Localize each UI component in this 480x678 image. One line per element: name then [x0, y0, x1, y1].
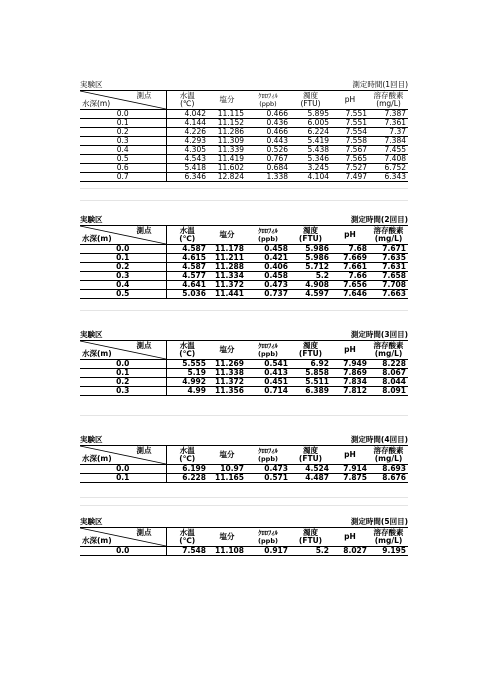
value-cell: 0.443 — [246, 137, 290, 146]
depth-cell: 0.4 — [80, 146, 166, 155]
point-header: 測点 — [136, 341, 152, 350]
do-header: 溶存酸素 (mg/L) — [369, 341, 408, 360]
value-cell: 8.067 — [369, 369, 408, 378]
value-cell: 4.99 — [166, 387, 208, 396]
value-cell: 5.346 — [290, 155, 331, 164]
value-cell: 0.714 — [246, 387, 290, 396]
value-cell: 6.346 — [166, 173, 208, 182]
gridline — [80, 200, 408, 201]
depth-cell: 0.7 — [80, 173, 166, 182]
value-cell: 8.091 — [369, 387, 408, 396]
gridline — [80, 505, 408, 506]
area-label: 実験区 — [80, 330, 103, 339]
value-cell: 11.356 — [208, 387, 246, 396]
value-cell: 7.669 — [331, 254, 369, 263]
measurement-time: 測定時間(5回目) — [350, 517, 408, 526]
value-cell: 7.812 — [331, 387, 369, 396]
value-cell: 4.587 — [166, 245, 208, 254]
header-row — [80, 91, 408, 110]
salinity-header: 塩分 — [208, 341, 246, 360]
value-cell: 7.408 — [369, 155, 408, 164]
value-cell: 0.413 — [246, 369, 290, 378]
value-cell: 11.152 — [208, 119, 246, 128]
value-cell: 0.466 — [246, 110, 290, 119]
value-cell: 5.712 — [290, 263, 331, 272]
gridline — [80, 497, 408, 498]
value-cell: 5.19 — [166, 369, 208, 378]
value-cell: 5.858 — [290, 369, 331, 378]
value-cell: 7.663 — [369, 290, 408, 299]
depth-cell: 0.3 — [80, 137, 166, 146]
value-cell: 6.005 — [290, 119, 331, 128]
value-cell: 7.949 — [331, 360, 369, 369]
value-cell: 11.286 — [208, 128, 246, 137]
value-cell: 7.565 — [331, 155, 369, 164]
value-cell: 0.436 — [246, 119, 290, 128]
value-cell: 11.108 — [208, 547, 246, 556]
area-label: 実験区 — [80, 517, 103, 526]
value-cell: 7.708 — [369, 281, 408, 290]
value-cell: 4.992 — [166, 378, 208, 387]
value-cell: 7.68 — [331, 245, 369, 254]
table-header-line — [80, 517, 408, 527]
turbidity-header: 濁度 (FTU) — [290, 341, 331, 360]
corner-header — [80, 226, 166, 245]
header-row — [80, 226, 408, 245]
depth-cell: 0.0 — [80, 360, 166, 369]
point-header: 測点 — [136, 91, 152, 100]
data-table — [80, 445, 408, 483]
value-cell: 4.641 — [166, 281, 208, 290]
do-header: 溶存酸素 (mg/L) — [369, 446, 408, 465]
value-cell: 4.908 — [290, 281, 331, 290]
value-cell: 7.551 — [331, 119, 369, 128]
value-cell: 11.602 — [208, 164, 246, 173]
value-cell: 11.165 — [208, 474, 246, 483]
value-cell: 11.309 — [208, 137, 246, 146]
measurement-time: 測定時間(2回目) — [350, 215, 408, 224]
value-cell: 4.226 — [166, 128, 208, 137]
do-header: 溶存酸素 (mg/L) — [369, 226, 408, 245]
value-cell: 7.671 — [369, 245, 408, 254]
value-cell: 7.497 — [331, 173, 369, 182]
value-cell: 7.869 — [331, 369, 369, 378]
corner-header — [80, 341, 166, 360]
ph-header: pH — [331, 446, 369, 465]
data-table — [80, 225, 408, 299]
table-row — [80, 173, 408, 182]
value-cell: 4.305 — [166, 146, 208, 155]
area-label: 実験区 — [80, 435, 103, 444]
depth-header: 水深(m) — [82, 233, 112, 243]
header-row — [80, 446, 408, 465]
value-cell: 0.526 — [246, 146, 290, 155]
temp-header: 水温 (℃) — [166, 528, 208, 547]
value-cell: 11.178 — [208, 245, 246, 254]
depth-header: 水深(m) — [82, 453, 112, 463]
ph-header: pH — [331, 341, 369, 360]
depth-cell: 0.3 — [80, 387, 166, 396]
value-cell: 8.027 — [331, 547, 369, 556]
data-table — [80, 527, 408, 556]
salinity-header: 塩分 — [208, 528, 246, 547]
data-table — [80, 340, 408, 396]
depth-cell: 0.1 — [80, 119, 166, 128]
value-cell: 4.104 — [290, 173, 331, 182]
value-cell: 7.661 — [331, 263, 369, 272]
value-cell: 5.511 — [290, 378, 331, 387]
gridline — [80, 188, 408, 189]
value-cell: 8.676 — [369, 474, 408, 483]
value-cell: 4.524 — [290, 465, 331, 474]
depth-cell: 0.0 — [80, 245, 166, 254]
value-cell: 6.389 — [290, 387, 331, 396]
depth-cell: 0.1 — [80, 369, 166, 378]
value-cell: 5.986 — [290, 245, 331, 254]
depth-cell: 0.2 — [80, 378, 166, 387]
value-cell: 11.288 — [208, 263, 246, 272]
value-cell: 7.631 — [369, 263, 408, 272]
value-cell: 4.487 — [290, 474, 331, 483]
value-cell: 11.269 — [208, 360, 246, 369]
measurement-time: 測定時間(3回目) — [350, 330, 408, 339]
do-header: 溶存酸素 (mg/L) — [369, 91, 408, 110]
point-header: 測点 — [136, 446, 152, 455]
value-cell: 0.737 — [246, 290, 290, 299]
depth-cell: 0.6 — [80, 164, 166, 173]
value-cell: 3.245 — [290, 164, 331, 173]
value-cell: 11.372 — [208, 281, 246, 290]
value-cell: 12.824 — [208, 173, 246, 182]
value-cell: 6.92 — [290, 360, 331, 369]
table-row — [80, 387, 408, 396]
depth-cell: 0.3 — [80, 272, 166, 281]
header-row — [80, 528, 408, 547]
ph-header: pH — [331, 91, 369, 110]
value-cell: 0.451 — [246, 378, 290, 387]
turbidity-header: 濁度 (FTU) — [290, 226, 331, 245]
corner-header — [80, 91, 166, 110]
value-cell: 7.37 — [369, 128, 408, 137]
depth-cell: 0.0 — [80, 465, 166, 474]
value-cell: 4.577 — [166, 272, 208, 281]
turbidity-header: 濁度 (FTU) — [290, 91, 331, 110]
chlorophyll-header: ｸﾛﾛﾌｨﾙ (ppb) — [246, 528, 290, 547]
area-label: 実験区 — [80, 215, 103, 224]
point-header: 測点 — [136, 528, 152, 537]
header-row — [80, 341, 408, 360]
depth-header: 水深(m) — [82, 348, 112, 358]
value-cell: 7.567 — [331, 146, 369, 155]
measurement-time: 測定時間(4回目) — [350, 435, 408, 444]
gridline — [80, 415, 408, 416]
value-cell: 7.387 — [369, 110, 408, 119]
value-cell: 1.338 — [246, 173, 290, 182]
value-cell: 5.418 — [166, 164, 208, 173]
measurement-time: 測定時間(1回目) — [352, 80, 408, 89]
value-cell: 7.361 — [369, 119, 408, 128]
depth-cell: 0.5 — [80, 155, 166, 164]
gridline — [80, 310, 408, 311]
value-cell: 7.66 — [331, 272, 369, 281]
chlorophyll-header: ｸﾛﾛﾌｨﾙ (ppb) — [246, 91, 290, 110]
depth-cell: 0.5 — [80, 290, 166, 299]
value-cell: 5.2 — [290, 547, 331, 556]
table-row — [80, 474, 408, 483]
value-cell: 7.455 — [369, 146, 408, 155]
turbidity-header: 濁度 (FTU) — [290, 446, 331, 465]
value-cell: 7.834 — [331, 378, 369, 387]
depth-cell: 0.0 — [80, 547, 166, 556]
value-cell: 10.97 — [208, 465, 246, 474]
value-cell: 11.338 — [208, 369, 246, 378]
value-cell: 4.543 — [166, 155, 208, 164]
value-cell: 6.199 — [166, 465, 208, 474]
value-cell: 0.684 — [246, 164, 290, 173]
value-cell: 0.458 — [246, 245, 290, 254]
value-cell: 5.419 — [290, 137, 331, 146]
value-cell: 5.895 — [290, 110, 331, 119]
value-cell: 6.228 — [166, 474, 208, 483]
value-cell: 11.115 — [208, 110, 246, 119]
value-cell: 4.597 — [290, 290, 331, 299]
value-cell: 6.343 — [369, 173, 408, 182]
corner-header — [80, 528, 166, 547]
value-cell: 7.554 — [331, 128, 369, 137]
value-cell: 11.419 — [208, 155, 246, 164]
turbidity-header: 濁度 (FTU) — [290, 528, 331, 547]
value-cell: 0.473 — [246, 281, 290, 290]
value-cell: 7.551 — [331, 110, 369, 119]
chlorophyll-header: ｸﾛﾛﾌｨﾙ (ppb) — [246, 446, 290, 465]
value-cell: 0.466 — [246, 128, 290, 137]
salinity-header: 塩分 — [208, 226, 246, 245]
table-row — [80, 290, 408, 299]
value-cell: 7.658 — [369, 272, 408, 281]
temp-header: 水温 (℃) — [166, 226, 208, 245]
value-cell: 0.767 — [246, 155, 290, 164]
value-cell: 11.441 — [208, 290, 246, 299]
value-cell: 0.571 — [246, 474, 290, 483]
table-header-line — [80, 330, 408, 340]
value-cell: 11.211 — [208, 254, 246, 263]
value-cell: 4.042 — [166, 110, 208, 119]
temp-header: 水温 (℃) — [166, 446, 208, 465]
depth-cell: 0.1 — [80, 254, 166, 263]
value-cell: 7.875 — [331, 474, 369, 483]
corner-header — [80, 446, 166, 465]
value-cell: 11.334 — [208, 272, 246, 281]
value-cell: 4.615 — [166, 254, 208, 263]
value-cell: 6.752 — [369, 164, 408, 173]
ph-header: pH — [331, 528, 369, 547]
measurement-table-4 — [80, 435, 408, 483]
measurement-table-2 — [80, 215, 408, 299]
value-cell: 5.2 — [290, 272, 331, 281]
value-cell: 8.693 — [369, 465, 408, 474]
chlorophyll-header: ｸﾛﾛﾌｨﾙ (ppb) — [246, 226, 290, 245]
depth-cell: 0.4 — [80, 281, 166, 290]
value-cell: 0.473 — [246, 465, 290, 474]
value-cell: 7.646 — [331, 290, 369, 299]
temp-header: 水温 (℃) — [166, 341, 208, 360]
depth-cell: 0.2 — [80, 263, 166, 272]
do-header: 溶存酸素 (mg/L) — [369, 528, 408, 547]
value-cell: 7.656 — [331, 281, 369, 290]
value-cell: 7.914 — [331, 465, 369, 474]
value-cell: 4.293 — [166, 137, 208, 146]
temp-header: 水温 (℃) — [166, 91, 208, 110]
value-cell: 0.458 — [246, 272, 290, 281]
value-cell: 7.548 — [166, 547, 208, 556]
value-cell: 0.421 — [246, 254, 290, 263]
salinity-header: 塩分 — [208, 91, 246, 110]
measurement-table-5 — [80, 517, 408, 556]
depth-cell: 0.1 — [80, 474, 166, 483]
value-cell: 8.228 — [369, 360, 408, 369]
point-header: 測点 — [136, 226, 152, 235]
value-cell: 5.036 — [166, 290, 208, 299]
value-cell: 4.144 — [166, 119, 208, 128]
value-cell: 5.438 — [290, 146, 331, 155]
salinity-header: 塩分 — [208, 446, 246, 465]
value-cell: 7.558 — [331, 137, 369, 146]
value-cell: 0.917 — [246, 547, 290, 556]
value-cell: 11.372 — [208, 378, 246, 387]
value-cell: 5.986 — [290, 254, 331, 263]
depth-header: 水深(m) — [82, 98, 111, 108]
value-cell: 5.555 — [166, 360, 208, 369]
value-cell: 7.635 — [369, 254, 408, 263]
value-cell: 0.541 — [246, 360, 290, 369]
value-cell: 0.406 — [246, 263, 290, 272]
table-row — [80, 547, 408, 556]
depth-cell: 0.2 — [80, 128, 166, 137]
value-cell: 6.224 — [290, 128, 331, 137]
ph-header: pH — [331, 226, 369, 245]
depth-cell: 0.0 — [80, 110, 166, 119]
measurement-table-1 — [80, 80, 408, 182]
value-cell: 8.044 — [369, 378, 408, 387]
value-cell: 7.384 — [369, 137, 408, 146]
table-header-line — [80, 215, 408, 225]
area-label: 実験区 — [80, 80, 103, 89]
chlorophyll-header: ｸﾛﾛﾌｨﾙ (ppb) — [246, 341, 290, 360]
value-cell: 9.195 — [369, 547, 408, 556]
data-table — [80, 90, 408, 182]
value-cell: 11.339 — [208, 146, 246, 155]
depth-header: 水深(m) — [82, 535, 112, 545]
value-cell: 7.527 — [331, 164, 369, 173]
value-cell: 4.587 — [166, 263, 208, 272]
table-header-line — [80, 80, 408, 90]
table-header-line — [80, 435, 408, 445]
measurement-table-3 — [80, 330, 408, 396]
